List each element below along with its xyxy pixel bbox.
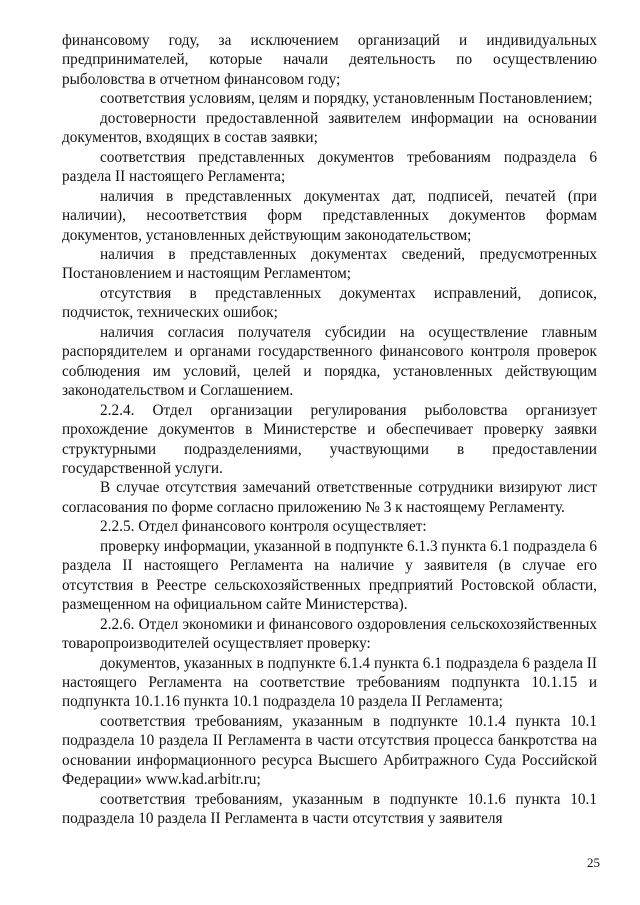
paragraph-dates-signatures: наличия в представленных документах дат, подписей, печатей (при наличии), несоответствия форм представленных документов формам документов, установленных действующим законодательством; xyxy=(62,187,597,244)
page-number: 25 xyxy=(587,855,600,870)
paragraph-approval-sheet: В случае отсутствия замечаний ответственные сотрудники визируют лист согласования по форме согласно приложению № 3 к настоящему Регламенту. xyxy=(62,479,597,516)
document-body xyxy=(62,31,597,829)
paragraph-bankruptcy: соответствия требованиям, указанным в подпункте 10.1.4 пункта 10.1 подраздела 10 раздела II Регламента в части отсутствия процесса банкротства на основании информационного ресурса Высшего Арбитражного Суда Российской Федерации» www.kad.arbitr.ru; xyxy=(62,712,597,789)
paragraph-information: наличия в представленных документах сведений, предусмотренных Постановлением и настоящим Регламентом; xyxy=(62,245,597,283)
paragraph-requirements-10-1-6: соответствия требованиям, указанным в подпункте 10.1.6 пункта 10.1 подраздела 10 раздела II Регламента в части отсутствия у заявителя xyxy=(62,790,597,828)
paragraph-consent: наличия согласия получателя субсидии на осуществление главным распорядителем и органами государственного финансового контроля проверок соблюдения им условий, целей и порядка, установленных действующим законодательством и Соглашением. xyxy=(62,323,597,400)
paragraph-conditions: соответствия условиям, целям и порядку, установленным Постановлением; xyxy=(100,90,593,108)
paragraph-requirements: соответствия представленных документов требованиям подраздела 6 раздела II настоящего Регламента; xyxy=(62,148,597,186)
paragraph-2-2-6: 2.2.6. Отдел экономики и финансового оздоровления сельскохозяйственных товаропроизводителей осуществляет проверку: xyxy=(62,615,597,653)
paragraph-info-check: проверку информации, указанной в подпункте 6.1.3 пункта 6.1 подраздела 6 раздела II настоящего Регламента на наличие у заявителя (в случае его отсутствия в Реестре сельскохозяйственных предприятий Ростовской области, размещенном на официальном сайте Министерства). xyxy=(62,537,597,614)
paragraph-documents-check: документов, указанных в подпункте 6.1.4 пункта 6.1 подраздела 6 раздела II настоящего Регламента на соответствие требованиям подпункта 10.1.15 и подпункта 10.1.16 пункта 10.1 подраздела 10 раздела II Регламента; xyxy=(62,654,597,711)
paragraph-corrections: отсутствия в представленных документах исправлений, дописок, подчисток, технических ошибок; xyxy=(62,284,597,322)
paragraph-reliability: достоверности предоставленной заявителем информации на основании документов, входящих в состав заявки; xyxy=(62,109,597,147)
paragraph-continuation: финансовому году, за исключением организаций и индивидуальных предпринимателей, которые начали деятельность по осуществлению рыболовства в отчетном финансовом году; xyxy=(62,32,597,88)
paragraph-2-2-5: 2.2.5. Отдел финансового контроля осуществляет: xyxy=(100,518,427,536)
paragraph-2-2-4: 2.2.4. Отдел организации регулирования рыболовства организует прохождение документов в Министерстве и обеспечивает проверку заявки структурными подразделениями, участвующими в предоставлении государственной услуги. xyxy=(62,401,597,477)
